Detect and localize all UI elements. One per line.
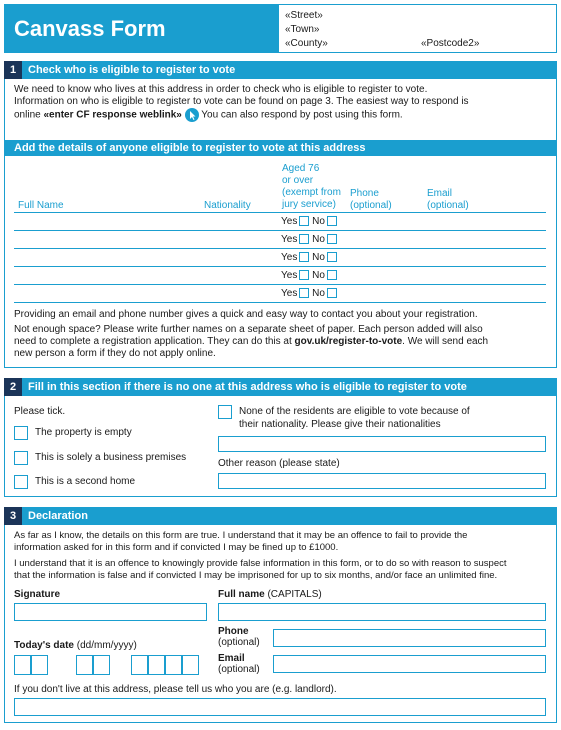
full-name-bold: Full name [218, 589, 265, 600]
nationality-label [239, 405, 470, 431]
yes-no-row-2 [281, 234, 337, 245]
date-month-1[interactable] [76, 655, 93, 675]
phone-label-bold: Phone [218, 626, 249, 637]
please-tick-label: Please tick. [14, 406, 66, 417]
col-phone-line-2: (optional) [350, 200, 392, 211]
register-link[interactable]: gov.uk/register-to-vote [294, 336, 403, 347]
other-reason-input[interactable] [218, 473, 546, 489]
date-day-2[interactable] [31, 655, 48, 675]
phone-label-optional: (optional) [218, 637, 260, 648]
signature-label: Signature [14, 589, 61, 600]
nationalities-input[interactable] [218, 436, 546, 452]
yes-label: Yes [281, 288, 298, 299]
table-row[interactable] [14, 249, 546, 267]
intro-line-1: We need to know who lives at this address in order to check who is eligible to register to vote. [14, 84, 428, 95]
landlord-input[interactable] [14, 698, 546, 716]
full-name-caps: (CAPITALS) [267, 589, 322, 600]
col-aged-line-2: or over [282, 175, 314, 186]
form-title-banner [4, 4, 279, 53]
yes-no-row-4 [281, 270, 337, 281]
table-row[interactable] [14, 267, 546, 285]
todays-date-bold: Today's date [14, 640, 74, 651]
phone-label [218, 626, 260, 648]
space-note-2-post: . We will send each [402, 336, 489, 347]
yes-label: Yes [281, 216, 298, 227]
table-row[interactable] [14, 285, 546, 303]
signature-input[interactable] [14, 603, 207, 621]
landlord-note: If you don't live at this address, please tell us who you are (e.g. landlord). [14, 684, 337, 695]
empty-property-label: The property is empty [35, 427, 132, 438]
add-details-subheader [5, 140, 556, 156]
response-weblink[interactable]: «enter CF response weblink» [43, 109, 182, 121]
table-row[interactable] [14, 213, 546, 231]
col-phone-line-1: Phone [350, 188, 379, 199]
email-input[interactable] [273, 655, 546, 673]
date-month-2[interactable] [93, 655, 110, 675]
section-2-number: 2 [4, 378, 22, 396]
no-label: No [312, 288, 325, 299]
no-label: No [312, 270, 325, 281]
no-checkbox[interactable] [327, 216, 337, 226]
space-note-3: new person a form if they do not apply online. [14, 348, 216, 359]
yes-label: Yes [281, 252, 298, 263]
address-street: «Street» [285, 10, 323, 21]
email-label-bold: Email [218, 653, 245, 664]
full-name-label [218, 589, 322, 600]
col-phone [350, 188, 392, 212]
full-name-input[interactable] [218, 603, 546, 621]
empty-property-checkbox[interactable] [14, 426, 28, 440]
declaration-line-1a: As far as I know, the details on this form are true. I understand that it may be an offence to fail to provide the [14, 530, 468, 541]
address-block [279, 4, 557, 53]
col-aged-line-3: (exempt from [282, 187, 341, 198]
other-reason-label: Other reason (please state) [218, 458, 340, 469]
section-3-number: 3 [4, 507, 22, 525]
section-1-number: 1 [4, 61, 22, 79]
business-premises-checkbox[interactable] [14, 451, 28, 465]
declaration-text [14, 530, 554, 582]
business-premises-label: This is solely a business premises [35, 452, 187, 463]
yes-no-row-5 [281, 288, 337, 299]
col-aged-line-1: Aged 76 [282, 163, 320, 174]
declaration-line-2b: that the information is false and if convicted I may be imprisoned for up to six months, and/or face an unlimited fine. [14, 570, 498, 581]
intro-line-3-pre: online [14, 109, 41, 121]
col-email-line-2: (optional) [427, 200, 469, 211]
space-note-2-pre: need to complete a registration application. They can do this at [14, 336, 292, 347]
contact-note: Providing an email and phone number gives a quick and easy way to contact you about your registration. [14, 309, 478, 320]
date-year-1[interactable] [131, 655, 148, 675]
email-label [218, 653, 260, 675]
yes-label: Yes [281, 234, 298, 245]
address-county: «County» [285, 38, 328, 49]
address-town: «Town» [285, 24, 320, 35]
section-3-title: Declaration [28, 510, 88, 522]
yes-checkbox[interactable] [299, 252, 309, 262]
date-year-4[interactable] [182, 655, 199, 675]
second-home-checkbox[interactable] [14, 475, 28, 489]
yes-no-row-1 [281, 216, 337, 227]
nationality-label-line-2: their nationality. Please give their nationalities [239, 419, 441, 430]
col-nationality: Nationality [204, 200, 251, 211]
intro-line-3 [14, 108, 554, 122]
declaration-line-2a: I understand that it is an offence to knowingly provide false information in this form, or to do so with reason to suspect [14, 558, 507, 569]
space-note-1: Not enough space? Please write further names on a separate sheet of paper. Each person added will also [14, 324, 483, 335]
yes-checkbox[interactable] [299, 270, 309, 280]
todays-date-label [14, 640, 137, 651]
date-year-2[interactable] [148, 655, 165, 675]
col-email [427, 188, 469, 212]
space-note-2 [14, 336, 554, 348]
section-3-header [4, 507, 557, 525]
nationality-checkbox[interactable] [218, 405, 232, 419]
no-label: No [312, 216, 325, 227]
section-1-header [4, 61, 557, 79]
yes-no-row-3 [281, 252, 337, 263]
form-title: Canvass Form [14, 16, 166, 41]
phone-input[interactable] [273, 629, 546, 647]
col-full-name: Full Name [18, 200, 64, 211]
yes-checkbox[interactable] [299, 234, 309, 244]
second-home-label: This is a second home [35, 476, 136, 487]
col-aged-line-4: jury service) [282, 199, 336, 210]
section-1-title: Check who is eligible to register to vote [28, 64, 236, 76]
section-2-header [4, 378, 557, 396]
add-details-title: Add the details of anyone eligible to register to vote at this address [14, 142, 366, 154]
section-2-title: Fill in this section if there is no one at this address who is eligible to register to vote [28, 381, 467, 393]
no-checkbox[interactable] [327, 252, 337, 262]
yes-label: Yes [281, 270, 298, 281]
intro-line-2: Information on who is eligible to register to vote can be found on page 3. The easiest way to respond is [14, 96, 469, 107]
yes-checkbox[interactable] [299, 288, 309, 298]
section-1-intro [14, 84, 554, 122]
no-label: No [312, 252, 325, 263]
address-postcode: «Postcode2» [421, 38, 480, 49]
todays-date-format: (dd/mm/yyyy) [76, 640, 137, 651]
no-label: No [312, 234, 325, 245]
nationality-label-line-1: None of the residents are eligible to vote because of [239, 406, 470, 417]
email-label-optional: (optional) [218, 664, 260, 675]
date-day-1[interactable] [14, 655, 31, 675]
col-aged-76 [282, 163, 341, 211]
declaration-line-1b: information asked for in this form and if convicted I may be fined up to £1000. [14, 542, 339, 553]
pointer-icon [185, 108, 199, 122]
no-checkbox[interactable] [327, 270, 337, 280]
no-checkbox[interactable] [327, 234, 337, 244]
table-row[interactable] [14, 231, 546, 249]
section-1-notes [14, 309, 554, 360]
col-email-line-1: Email [427, 188, 453, 199]
no-checkbox[interactable] [327, 288, 337, 298]
yes-checkbox[interactable] [299, 216, 309, 226]
date-year-3[interactable] [165, 655, 182, 675]
intro-line-3-post: You can also respond by post using this form. [201, 109, 403, 121]
